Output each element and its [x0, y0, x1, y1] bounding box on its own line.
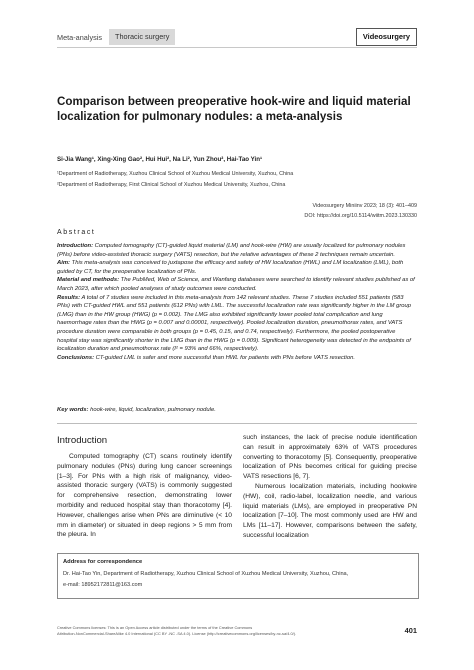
running-header [0, 28, 474, 50]
abstract-results [57, 294, 417, 354]
abstract-intro-text: Computed tomography (CT)-guided liquid material (LM) and hook-wire (HW) are usually localized for pulmonary nodules (PNs) before video-assisted thoracic surgery (VATS) resection, but the relative advantages of these 2 techniques remain uncertain. [57, 243, 406, 258]
author-list: Si-Jia Wang¹, Xing-Xing Gao², Hui Hui², Na Li², Yun Zhou², Hai-Tao Yin¹ [57, 156, 263, 163]
abstract-intro-label: Introduction: [57, 243, 94, 249]
abstract-methods [57, 276, 417, 293]
body-column-right [243, 433, 417, 541]
article-title: Comparison between preoperative hook-wire and liquid material localization for pulmonary nodules: a meta-analysis [57, 95, 411, 123]
license-line-2: Attribution-NonCommercial-ShareAlike 4.0 International (CC BY -NC -SA 4.0). License (http://creativecommons.org/licenses/by-nc-sa/4.0/). [57, 630, 297, 636]
abstract-aim-label: Aim: [57, 260, 70, 267]
abstract-methods-label: Material and methods: [57, 277, 120, 284]
page-number: 401 [404, 626, 417, 635]
keywords-label: Key words: [57, 407, 89, 413]
abstract-conclusions [57, 354, 417, 363]
intro-paragraph-2: Numerous localization materials, including hookwire (HW), coil, radio-label, localization needle, and various liquid materials (LMs), are employed in preoperative PN localization [7–10]. The most commonly used are HW and LMs [11–17]. However, comparisons between the safety, successful localization [243, 482, 417, 539]
correspondence-heading: Address for correspondence [63, 559, 143, 565]
affiliation-1: ¹Department of Radiotherapy, Xuzhou Clinical School of Xuzhou Medical University, Xuzhou, China [57, 171, 294, 177]
keywords [57, 407, 417, 413]
affiliation-2: ²Department of Radiotherapy, First Clinical School of Xuzhou Medical University, Xuzhou, China [57, 182, 286, 188]
body-column-left [57, 452, 232, 540]
subsection-badge: Thoracic surgery [109, 29, 175, 45]
citation-line: Videosurgery Miniinv 2023; 18 (3): 401–409 [312, 203, 417, 209]
abstract-heading: Abstract [57, 229, 96, 236]
keywords-text: hook-wire, liquid, localization, pulmonary nodule. [90, 407, 216, 413]
correspondence-address: Dr. Hai-Tao Yin, Department of Radiotherapy, Xuzhou Clinical School of Xuzhou Medical University, Xuzhou, China, [63, 571, 349, 577]
correspondence-box [57, 553, 419, 599]
doi-link[interactable]: DOI: https://doi.org/10.5114/wiitm.2023.130330 [304, 213, 417, 219]
abstract-aim-text: This meta-analysis was conceived to juxtapose the efficacy and safety of HW localization (HWL) and LM localization (LML), both guided by CT, for the preoperative localization of PNs. [57, 260, 404, 275]
correspondence-email[interactable]: e-mail: 18952172811@163.com [63, 582, 143, 588]
header-divider [57, 47, 417, 48]
abstract-introduction [57, 242, 417, 259]
abstract-results-text: A total of 7 studies were included in this meta-analysis from 142 relevant studies. These 7 studies included 551 patients (583 PNs) with CT-guided HWL and 551 patients (612 PNs) with LML. The successful localization rate was significantly higher in the LM group (LMG) than in the HW group (HWG) (p = 0.002). The LMG also exhibited significantly lower pooled total complication and lung haemorrhage rates than the HWG (p = 0.007 and 0.00001, respectively). Pooled localization duration, pneumothorax rates, and VATS procedure duration were comparable in both groups (p = 0.45, 0.15, and 0.74, respectively). Furthermore, the pooled postoperative hospital stay was significantly shorter in the LMG than in the HWG (p = 0.009). Significant heterogeneity was detected in the endpoints of localization duration and pneumothorax rate (I² = 93% and 66%, respectively). [57, 294, 412, 353]
intro-paragraph-1-cont: such instances, the lack of precise nodule identification can result in approximately 63% of VATS procedures converting to thoracotomy [5]. Consequently, preoperative localization of PNs becomes critical for guiding precise VATS resections [6, 7]. [243, 434, 417, 481]
license-line-1: Creative Commons licenses: This is an Open Access article distributed under the terms of the Creative Commons [57, 625, 253, 630]
abstract-conclusions-label: Conclusions: [57, 354, 95, 361]
abstract-aim [57, 259, 417, 276]
intro-paragraph-1: Computed tomography (CT) scans routinely identify pulmonary nodules (PNs) during lung cancer screenings [1–3]. For PNs with a high risk of malignancy, video-assisted thoracic surgery (VATS) is commonly suggested for comprehensive resection, demonstrating lower morbidity and reduced hospital stay than thoracotomy [4]. However, challenges arise when PNs are diminutive (< 10 mm in diameter) or situated in deep regions > 5 mm from the pleura. In [57, 453, 232, 539]
abstract-conclusions-text: CT-guided LML is safer and more successful than HWL for patients with PNs before VATS resection. [95, 354, 355, 361]
section-label: Meta-analysis [57, 33, 103, 42]
abstract-body [57, 242, 417, 362]
license-footer [57, 625, 387, 636]
introduction-heading: Introduction [57, 435, 108, 446]
journal-badge: Videosurgery [356, 28, 417, 46]
keywords-divider [57, 423, 417, 424]
abstract-results-label: Results: [57, 294, 81, 301]
abstract-methods-text: The PubMed, Web of Science, and Wanfang databases were searched to identify relevant studies published as of March 2023, after which pooled analyses of study outcomes were conducted. [57, 277, 415, 292]
